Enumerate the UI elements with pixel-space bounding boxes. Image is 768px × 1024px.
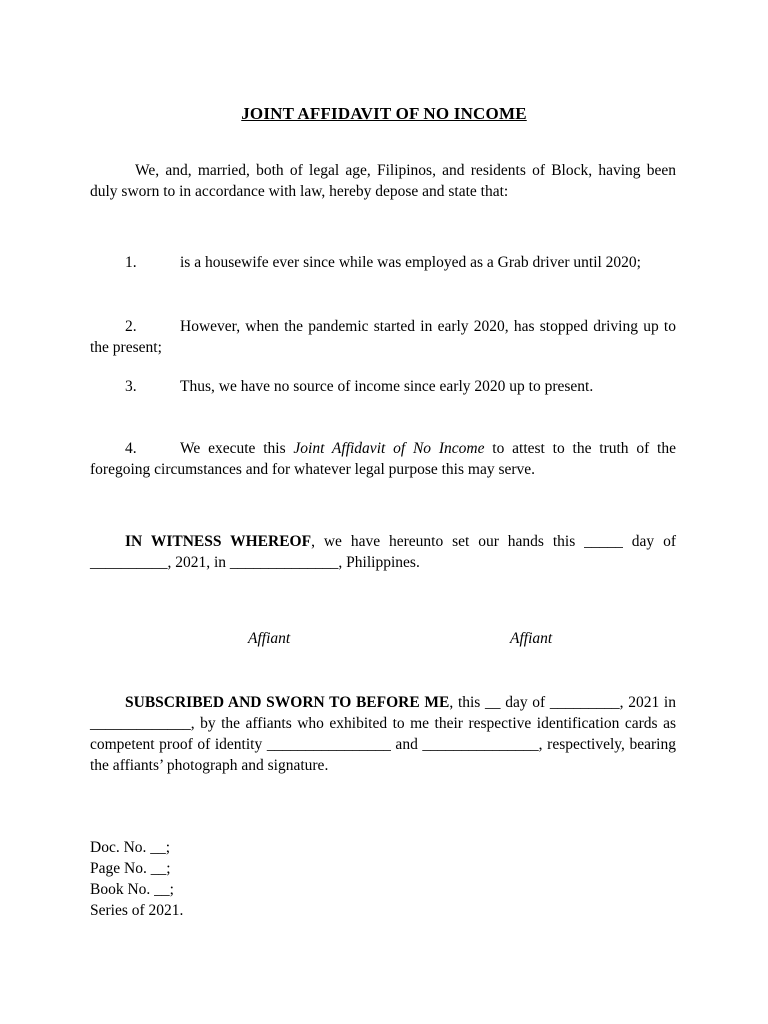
notarial-details: [90, 837, 183, 921]
item-text-before: We execute this: [180, 440, 294, 457]
item-number: 4.: [125, 440, 137, 457]
signature-label-right: Affiant: [510, 630, 553, 647]
item-text: However, when the pandemic started in early 2020, has stopped driving up to the present;: [90, 318, 676, 356]
item-number: 2.: [125, 318, 137, 335]
list-item: [90, 438, 676, 480]
list-item: [90, 316, 676, 358]
book-number: Book No. __;: [90, 881, 174, 898]
item-number: 3.: [125, 378, 137, 395]
jurat-text: , this __ day of _________, 2021 in _____________, by the affiants who exhibited to me their respective identification cards as competent proof of identity ________________ and _______________, respectively, bearing the affiants’ photograph and signature.: [90, 694, 676, 774]
item-text: Thus, we have no source of income since early 2020 up to present.: [180, 378, 594, 395]
jurat-heading: SUBSCRIBED AND SWORN TO BEFORE ME: [125, 694, 450, 711]
signature-label-left: Affiant: [248, 630, 291, 647]
list-item: [90, 252, 676, 273]
item-text: is a housewife ever since while was employed as a Grab driver until 2020;: [180, 254, 641, 271]
jurat-paragraph: [90, 692, 676, 776]
series-year: Series of 2021.: [90, 902, 184, 919]
doc-number: Doc. No. __;: [90, 839, 171, 856]
document-title: JOINT AFFIDAVIT OF NO INCOME: [241, 104, 527, 123]
page-number: Page No. __;: [90, 860, 171, 877]
witness-heading: IN WITNESS WHEREOF: [125, 533, 312, 550]
intro-paragraph: We, and, married, both of legal age, Filipinos, and residents of Block, having been duly sworn to in accordance with law, hereby depose and state that:: [90, 162, 676, 200]
item-text-italic: Joint Affidavit of No Income: [293, 440, 485, 457]
witness-text: , we have hereunto set our hands this _____ day of __________, 2021, in ______________, Philippines.: [90, 533, 676, 571]
item-number: 1.: [125, 254, 137, 271]
item-text-after: to attest to the truth of the foregoing circumstances and for whatever legal purpose this may serve.: [90, 440, 676, 478]
list-item: [90, 376, 676, 397]
witness-paragraph: [90, 531, 676, 573]
